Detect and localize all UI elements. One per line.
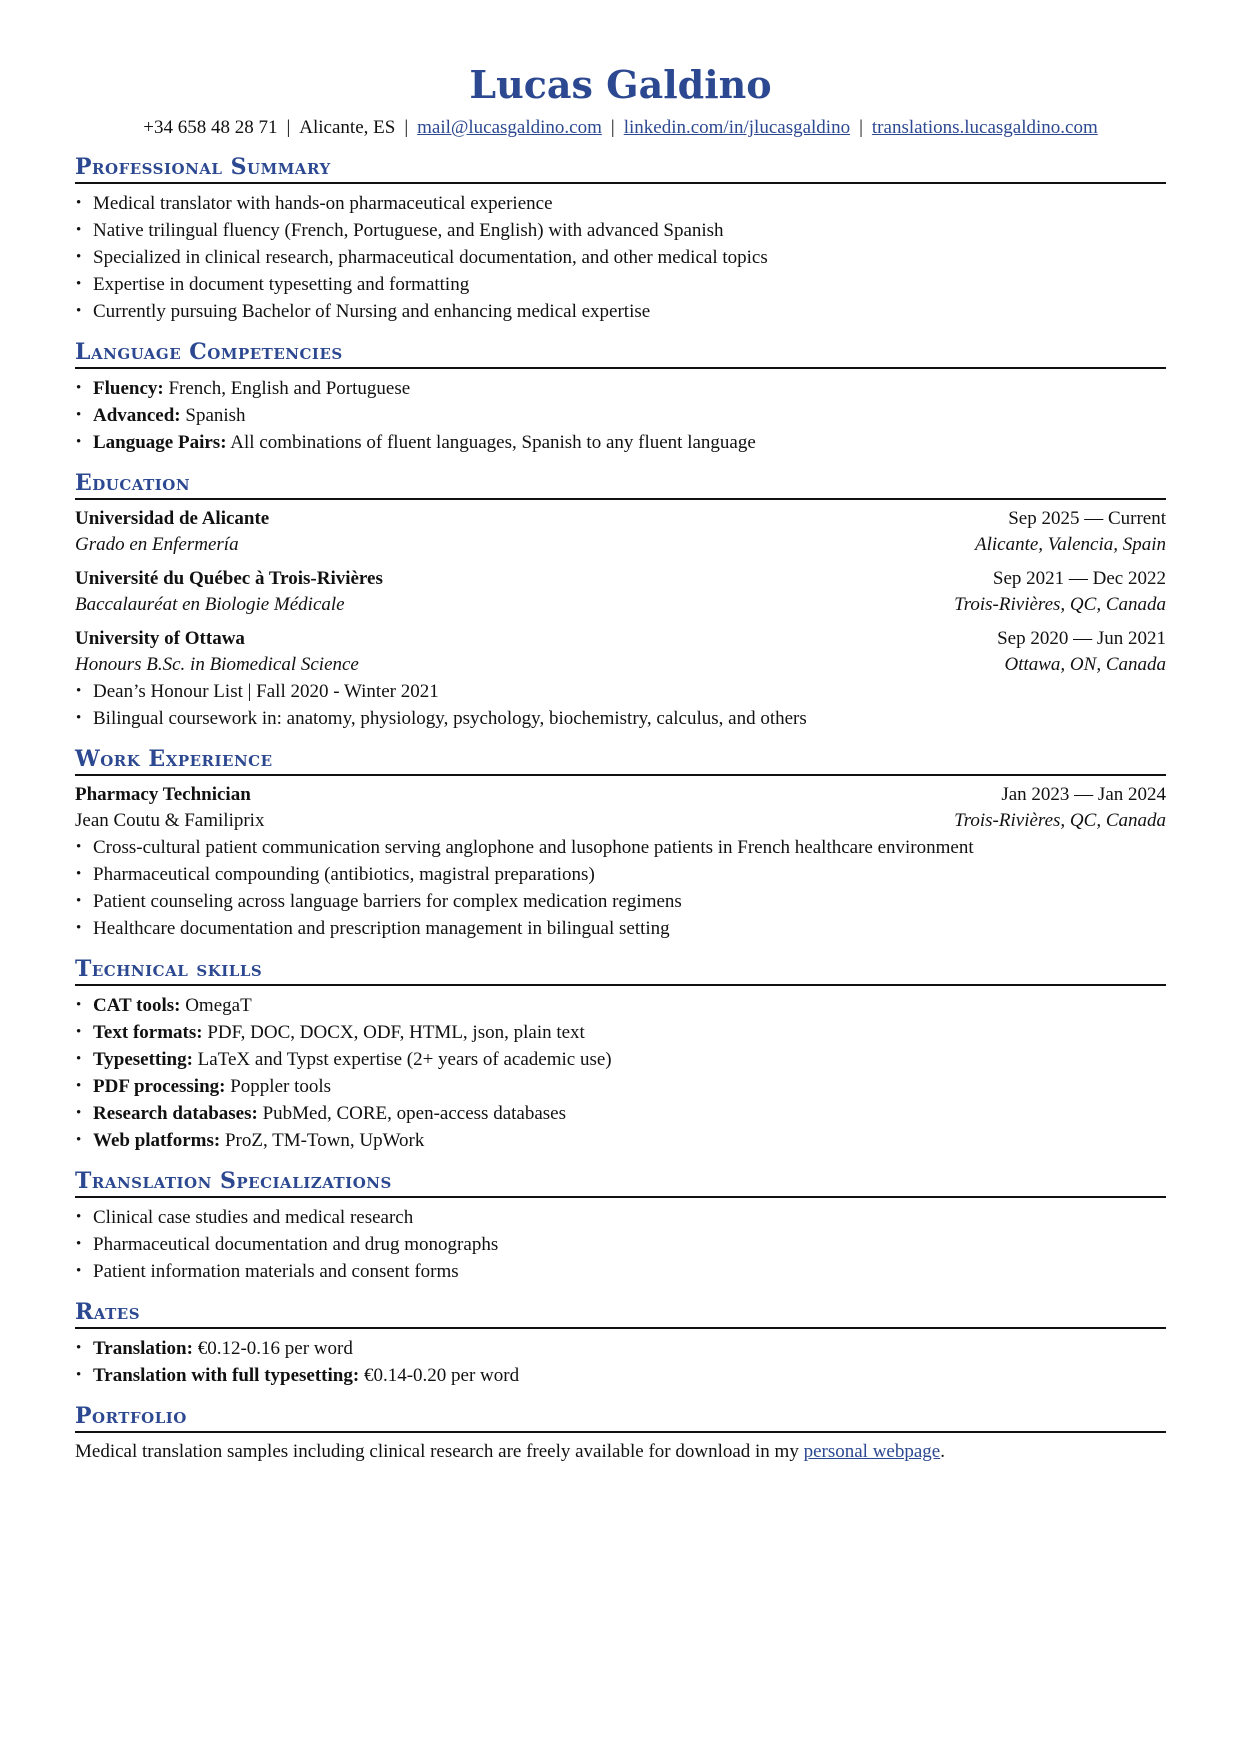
website-link[interactable]: translations.lucasgaldino.com	[871, 117, 1098, 138]
list-item: • Cross-cultural patient communication serving anglophone and lusophone patients in French healthcare environment	[75, 834, 1166, 861]
section-title-education: Education	[75, 470, 1166, 500]
item-label: Web platforms:	[93, 1130, 221, 1151]
languages-list	[75, 375, 1166, 456]
school-name: Universidad de Alicante	[75, 508, 270, 529]
list-item	[75, 1335, 1166, 1362]
list-item: • Pharmaceutical documentation and drug monographs	[75, 1231, 1166, 1258]
education-list	[75, 506, 1166, 732]
list-item	[75, 429, 1166, 456]
school-name: University of Ottawa	[75, 628, 245, 649]
item-text: LaTeX and Typst expertise (2+ years of academic use)	[197, 1049, 612, 1070]
section-title-specializations: Translation Specializations	[75, 1168, 1166, 1198]
item-text: €0.14-0.20 per word	[363, 1365, 520, 1386]
item-label: Translation with full typesetting:	[93, 1365, 360, 1386]
list-item	[75, 1019, 1166, 1046]
company-name: Jean Coutu & Familiprix	[75, 810, 265, 831]
entry-dates: Sep 2020 — Jun 2021	[997, 628, 1166, 649]
item-label: Research databases:	[93, 1103, 258, 1124]
list-item: • Medical translator with hands-on pharmaceutical experience	[75, 190, 1166, 217]
personal-webpage-link[interactable]: personal webpage	[803, 1441, 941, 1462]
contact-line	[75, 116, 1166, 140]
rates-list	[75, 1335, 1166, 1389]
job-role: Pharmacy Technician	[75, 784, 251, 805]
education-entry	[75, 566, 1166, 618]
list-item: • Currently pursuing Bachelor of Nursing and enhancing medical expertise	[75, 298, 1166, 325]
degree-name: Grado en Enfermería	[75, 534, 239, 555]
item-label: Advanced:	[93, 405, 181, 426]
item-text: PDF, DOC, DOCX, ODF, HTML, json, plain text	[207, 1022, 585, 1043]
list-item: • Clinical case studies and medical research	[75, 1204, 1166, 1231]
skills-list	[75, 992, 1166, 1154]
entry-location: Trois-Rivières, QC, Canada	[954, 594, 1166, 615]
list-item	[75, 1362, 1166, 1389]
work-bullets	[75, 834, 1166, 942]
list-item	[75, 1100, 1166, 1127]
list-item	[75, 1073, 1166, 1100]
item-label: Typesetting:	[93, 1049, 193, 1070]
item-label: PDF processing:	[93, 1076, 226, 1097]
summary-list	[75, 190, 1166, 325]
list-item	[75, 1127, 1166, 1154]
phone-number: +34 658 48 28 71	[143, 117, 278, 138]
entry-dates: Sep 2021 — Dec 2022	[992, 568, 1166, 589]
list-item: • Native trilingual fluency (French, Portuguese, and English) with advanced Spanish	[75, 217, 1166, 244]
list-item: • Patient information materials and consent forms	[75, 1258, 1166, 1285]
item-text: All combinations of fluent languages, Spanish to any fluent language	[230, 432, 756, 453]
entry-location: Trois-Rivières, QC, Canada	[954, 810, 1166, 831]
portfolio-period: .	[940, 1441, 945, 1462]
portfolio-text	[75, 1439, 1166, 1465]
separator: |	[859, 117, 863, 138]
separator: |	[286, 117, 291, 138]
degree-name: Baccalauréat en Biologie Médicale	[75, 594, 345, 615]
item-text: ProZ, TM-Town, UpWork	[224, 1130, 425, 1151]
section-title-languages: Language Competencies	[75, 339, 1166, 369]
item-text: PubMed, CORE, open-access databases	[262, 1103, 566, 1124]
list-item: • Pharmaceutical compounding (antibiotics, magistral preparations)	[75, 861, 1166, 888]
school-name: Université du Québec à Trois-Rivières	[75, 568, 383, 589]
work-entry	[75, 782, 1166, 942]
degree-name: Honours B.Sc. in Biomedical Science	[75, 654, 359, 675]
section-title-rates: Rates	[75, 1299, 1166, 1329]
list-item: • Expertise in document typesetting and formatting	[75, 271, 1166, 298]
location: Alicante, ES	[299, 117, 396, 138]
item-label: Language Pairs:	[93, 432, 227, 453]
email-link[interactable]: mail@lucasgaldino.com	[417, 117, 602, 138]
specializations-list	[75, 1204, 1166, 1285]
separator: |	[610, 117, 615, 138]
list-item: • Healthcare documentation and prescription management in bilingual setting	[75, 915, 1166, 942]
item-text: Spanish	[185, 405, 246, 426]
list-item	[75, 1046, 1166, 1073]
list-item	[75, 402, 1166, 429]
list-item: • Patient counseling across language barriers for complex medication regimens	[75, 888, 1166, 915]
item-text: Poppler tools	[230, 1076, 332, 1097]
section-title-skills: Technical skills	[75, 956, 1166, 986]
education-entry	[75, 626, 1166, 732]
entry-location: Ottawa, ON, Canada	[1004, 654, 1166, 675]
item-text: OmegaT	[185, 995, 252, 1016]
section-title-summary: Professional Summary	[75, 154, 1166, 184]
page-title: Lucas Galdino	[469, 62, 772, 107]
item-label: Translation:	[93, 1338, 193, 1359]
list-item: • Specialized in clinical research, pharmaceutical documentation, and other medical topics	[75, 244, 1166, 271]
item-label: CAT tools:	[93, 995, 181, 1016]
list-item: • Dean’s Honour List | Fall 2020 - Winter 2021	[75, 678, 1166, 705]
section-title-work: Work Experience	[75, 746, 1166, 776]
separator: |	[404, 117, 409, 138]
item-text: €0.12-0.16 per word	[197, 1338, 353, 1359]
entry-location: Alicante, Valencia, Spain	[974, 534, 1166, 555]
entry-dates: Sep 2025 — Current	[1008, 508, 1166, 529]
education-bullets	[75, 678, 1166, 732]
list-item	[75, 992, 1166, 1019]
education-entry	[75, 506, 1166, 558]
list-item	[75, 375, 1166, 402]
section-title-portfolio: Portfolio	[75, 1403, 1166, 1433]
item-text: French, English and Portuguese	[168, 378, 411, 399]
item-label: Fluency:	[93, 378, 164, 399]
portfolio-description: Medical translation samples including clinical research are freely available for download in my	[75, 1441, 799, 1462]
linkedin-link[interactable]: linkedin.com/in/jlucasgaldino	[623, 117, 851, 138]
entry-dates: Jan 2023 — Jan 2024	[1001, 784, 1166, 805]
list-item: • Bilingual coursework in: anatomy, physiology, psychology, biochemistry, calculus, and others	[75, 705, 1166, 732]
item-label: Text formats:	[93, 1022, 203, 1043]
